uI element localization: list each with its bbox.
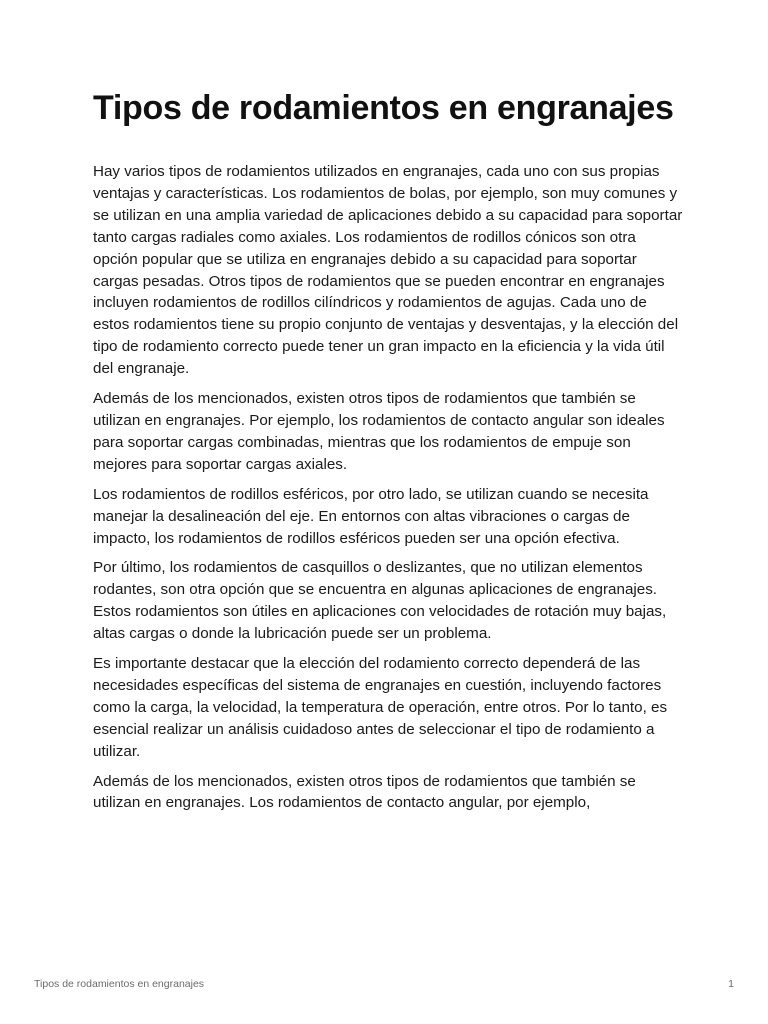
- paragraph: Por último, los rodamientos de casquillos o deslizantes, que no utilizan elementos rodantes, son otra opción que se encuentra en algunas aplicaciones de engranajes. Estos rodamientos son útiles en aplicaciones con velocidades de rotación muy bajas, altas cargas o donde la lubricación puede ser un problema.: [93, 559, 667, 643]
- paragraph: Los rodamientos de rodillos esféricos, por otro lado, se utilizan cuando se necesita manejar la desalineación del eje. En entornos con altas vibraciones o cargas de impacto, los rodamientos de rodillos esféricos pueden ser una opción efectiva.: [93, 485, 649, 547]
- footer-running-title: Tipos de rodamientos en engranajes: [34, 978, 205, 990]
- page-title: Tipos de rodamientos en engranajes: [93, 89, 674, 127]
- body-text: [93, 161, 683, 814]
- paragraph: Es importante destacar que la elección del rodamiento correcto dependerá de las necesidades específicas del sistema de engranajes en cuestión, incluyendo factores como la carga, la velocidad, la temperatura de operación, entre otros. Por lo tanto, es esencial realizar un análisis cuidadoso antes de seleccionar el tipo de rodamiento a utilizar.: [93, 655, 668, 760]
- paragraph: Además de los mencionados, existen otros tipos de rodamientos que también se utilizan en engranajes. Los rodamientos de contacto angular, por ejemplo,: [93, 772, 636, 812]
- footer-page-number: 1: [728, 978, 734, 990]
- paragraph: Además de los mencionados, existen otros tipos de rodamientos que también se utilizan en engranajes. Por ejemplo, los rodamientos de contacto angular son ideales para soportar cargas combinadas, mientras que los rodamientos de empuje son mejores para soportar cargas axiales.: [93, 390, 665, 473]
- page-content: [93, 88, 683, 822]
- paragraph: Hay varios tipos de rodamientos utilizados en engranajes, cada uno con sus propias ventajas y características. Los rodamientos de bolas, por ejemplo, son muy comunes y se utilizan en una amplia variedad de aplicaciones debido a su capacidad para soportar tanto cargas radiales como axiales. Los rodamientos de rodillos cónicos son otra opción popular que se utiliza en engranajes debido a su capacidad para soportar cargas pesadas. Otros tipos de rodamientos que se pueden encontrar en engranajes incluyen rodamientos de rodillos cilíndricos y rodamientos de agujas. Cada uno de estos rodamientos tiene su propio conjunto de ventajas y desventajas, y la elección del tipo de rodamiento correcto puede tener un gran impacto en la eficiencia y la vida útil del engranaje.: [93, 163, 683, 378]
